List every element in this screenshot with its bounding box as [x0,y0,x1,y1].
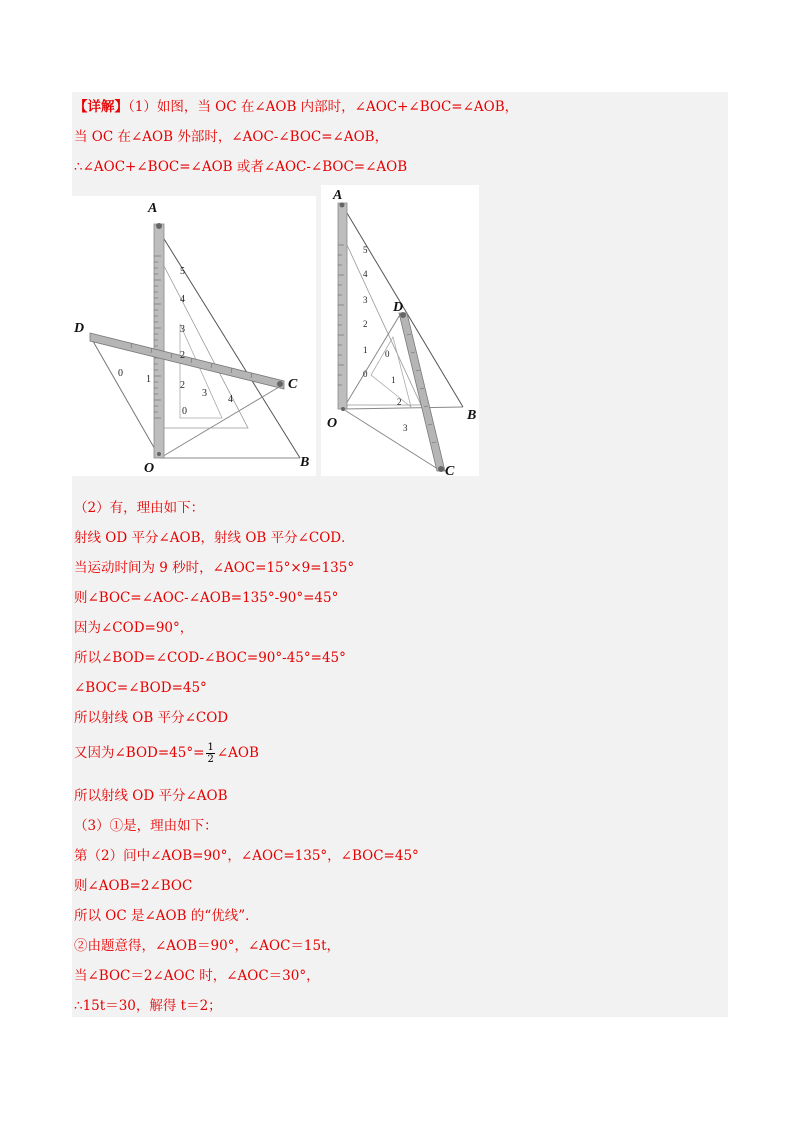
fraction-one-half [206,742,214,765]
fraction-line [74,740,259,766]
fraction-denominator: 2 [207,754,214,765]
fig1-label-a: A [148,201,158,216]
fig1-protractor-tick: 3 [202,388,207,399]
fig2-ruler-tick: 2 [363,319,368,329]
fig2-ruler-tick: 1 [363,345,368,355]
fraction-suffix: ∠AOB [216,745,259,761]
fig1-label-b: B [300,455,310,470]
part2-line-5: 因为∠COD=90°， [74,620,194,636]
intro-text-1: （1）如图，当 OC 在∠AOB 内部时，∠AOC+∠BOC=∠AOB， [128,99,519,115]
part2-line-6: 所以∠BOD=∠COD-∠BOC=90°-45°=45° [74,650,346,666]
fig2-small-tick: 1 [391,375,396,385]
part2-line-4: 则∠BOC=∠AOC-∠AOB=135°-90°=45° [74,590,339,606]
figure-2 [321,185,479,476]
part3-line-4: 所以 OC 是∠AOB 的“优线”． [74,908,259,924]
fig1-protractor-tick: 4 [228,394,233,405]
part2-line-2: 射线 OD 平分∠AOB，射线 OB 平分∠COD． [74,530,355,546]
part2-conclusion: 所以射线 OD 平分∠AOB [74,788,228,804]
fig1-small-tick: 2 [180,380,185,391]
part3-line-1: （3）①是，理由如下： [74,818,218,834]
intro-line-3: ∴∠AOC+∠BOC=∠AOB 或者∠AOC-∠BOC=∠AOB [74,159,408,175]
fig1-ruler-tick: 4 [180,294,185,305]
fig2-ruler-tick: 0 [363,369,368,379]
fig1-label-o: O [144,461,155,476]
fig2-label-c: C [445,464,455,476]
part3-line-5: ②由题意得，∠AOB＝90°，∠AOC＝15t， [74,938,341,954]
part3-line-2: 第（2）问中∠AOB=90°，∠AOC=135°，∠BOC=45° [74,848,419,864]
fig2-ruler-tick: 5 [363,245,368,255]
fig2-label-b: B [467,408,477,423]
fig2-small-tick: 0 [385,349,390,359]
fig1-ruler-tick: 1 [146,374,151,385]
fig1-small-tick: 0 [182,406,187,417]
fig2-ruler-tick: 3 [363,295,368,305]
fig2-ruler-tick: 4 [363,269,368,279]
solution-label: 【详解】 [74,99,128,115]
part2-line-8: 所以射线 OB 平分∠COD [74,710,229,726]
fig1-ruler-tick: 5 [180,266,185,277]
fig2-small-tick: 3 [403,423,408,433]
part3-line-7: ∴15t＝30，解得 t＝2； [74,998,222,1014]
fraction-numerator: 1 [207,742,214,753]
intro-line-1 [74,99,518,115]
fig2-small-tick: 2 [397,397,402,407]
part2-line-3: 当运动时间为 9 秒时，∠AOC=15°×9=135° [74,560,355,576]
part2-line-1: （2）有，理由如下： [74,500,205,516]
fig1-ruler-tick: 2 [180,350,185,361]
figure-1 [72,196,316,476]
fig2-label-a: A [333,188,343,203]
part2-line-7: ∠BOC=∠BOD=45° [74,680,207,696]
fig2-label-o: O [327,416,338,431]
intro-line-2: 当 OC 在∠AOB 外部时，∠AOC-∠BOC=∠AOB， [74,129,389,145]
fig1-label-c: C [288,377,298,392]
part3-line-3: 则∠AOB=2∠BOC [74,878,193,894]
fig1-label-d: D [74,321,85,336]
fraction-prefix: 又因为∠BOD=45°= [74,745,205,761]
fig1-protractor-tick: 0 [118,368,123,379]
part3-line-6: 当∠BOC＝2∠AOC 时，∠AOC＝30°， [74,968,320,984]
fig2-label-d: D [393,300,404,315]
fig1-ruler-tick: 3 [180,324,185,335]
